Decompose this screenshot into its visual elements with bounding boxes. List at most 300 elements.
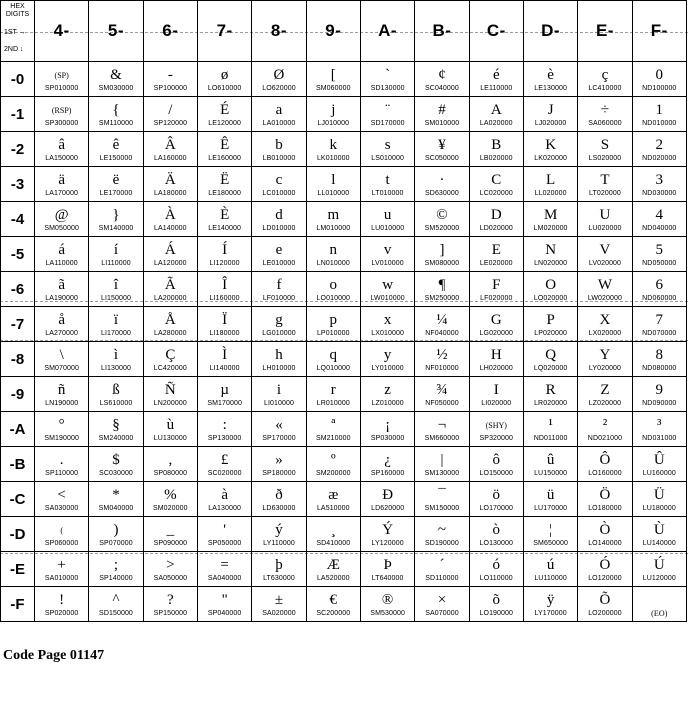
char-cell [306, 272, 360, 307]
char-code: LU160000 [642, 470, 676, 477]
column-header: 4- [35, 1, 89, 62]
char-cell [469, 552, 523, 587]
char-code: LD020000 [479, 225, 513, 232]
char-cell [360, 412, 414, 447]
table-row [1, 132, 687, 167]
char-cell [89, 202, 143, 237]
char-code: LG010000 [262, 330, 296, 337]
char-cell [197, 97, 251, 132]
char-code: SD130000 [370, 85, 405, 92]
char-code: LJ020000 [534, 120, 567, 127]
char-code: LI130000 [100, 365, 131, 372]
hex-digits-label: HEX DIGITS [5, 3, 30, 18]
char-glyph: ± [274, 592, 284, 608]
char-code: LX010000 [371, 330, 404, 337]
char-code: LZ010000 [371, 400, 404, 407]
char-cell [197, 62, 251, 97]
char-cell [197, 132, 251, 167]
char-code: SP160000 [370, 470, 405, 477]
char-cell [89, 132, 143, 167]
char-code: (EO) [651, 609, 668, 618]
row-header: -3 [1, 167, 35, 202]
char-glyph: ÿ [546, 592, 555, 608]
char-code: SM210000 [315, 435, 351, 442]
char-glyph: - [167, 67, 173, 83]
char-glyph: 0 [655, 67, 664, 83]
char-code: LT640000 [371, 575, 404, 582]
char-cell [469, 62, 523, 97]
char-cell [306, 202, 360, 237]
char-cell [89, 237, 143, 272]
char-code: LA200000 [153, 295, 187, 302]
char-glyph: P [546, 312, 555, 328]
char-cell [197, 587, 251, 622]
char-glyph: ç [601, 67, 609, 83]
char-cell [252, 202, 306, 237]
char-code: LU130000 [153, 435, 187, 442]
char-code: LH010000 [262, 365, 296, 372]
char-cell [252, 587, 306, 622]
char-cell [523, 237, 577, 272]
char-glyph: i [276, 382, 282, 398]
char-glyph: ª [331, 417, 336, 433]
char-code: SM200000 [315, 470, 351, 477]
char-cell [35, 202, 89, 237]
char-glyph: S [600, 137, 610, 153]
char-code: SP090000 [153, 540, 188, 547]
char-cell [469, 167, 523, 202]
char-glyph: 1 [655, 102, 664, 118]
char-glyph: { [112, 102, 120, 118]
char-code: SC050000 [425, 155, 459, 162]
column-header: F- [632, 1, 686, 62]
char-glyph: 4 [655, 207, 664, 223]
char-cell [360, 552, 414, 587]
char-glyph: L [546, 172, 556, 188]
char-code: LA010000 [262, 120, 296, 127]
char-glyph: ; [113, 557, 119, 573]
char-cell [35, 482, 89, 517]
char-glyph: » [275, 452, 283, 468]
char-glyph: ë [112, 172, 120, 188]
char-code: LF010000 [262, 295, 296, 302]
char-glyph: d [275, 207, 283, 223]
char-cell [306, 167, 360, 202]
char-code: SC030000 [99, 470, 133, 477]
column-header: 7- [197, 1, 251, 62]
char-cell [415, 167, 469, 202]
char-code: LO010000 [316, 295, 351, 302]
char-glyph: B [491, 137, 502, 153]
char-glyph: 5 [655, 242, 664, 258]
table-row [1, 517, 687, 552]
char-glyph: É [220, 102, 230, 118]
char-code: SD110000 [425, 575, 459, 582]
char-code: SP180000 [262, 470, 296, 477]
char-code: LG020000 [479, 330, 514, 337]
char-cell [415, 482, 469, 517]
row-header: -1 [1, 97, 35, 132]
char-glyph: ú [546, 557, 555, 573]
char-code: LM020000 [533, 225, 568, 232]
char-glyph: ¨ [385, 102, 391, 118]
char-glyph: _ [166, 522, 175, 538]
char-cell [523, 377, 577, 412]
char-glyph: Æ [326, 557, 340, 573]
char-glyph: ì [113, 347, 119, 363]
char-cell [197, 237, 251, 272]
char-code: LU020000 [588, 225, 622, 232]
char-glyph: ¡ [385, 417, 391, 433]
table-row [1, 342, 687, 377]
row-header: -2 [1, 132, 35, 167]
char-cell [360, 167, 414, 202]
char-cell [197, 552, 251, 587]
char-code: SD630000 [425, 190, 459, 197]
char-cell [252, 62, 306, 97]
char-cell [35, 447, 89, 482]
char-code: ND040000 [642, 225, 677, 232]
char-cell [143, 62, 197, 97]
char-code: LO190000 [479, 610, 514, 617]
char-code: SP130000 [207, 435, 242, 442]
char-glyph: Ú [653, 557, 665, 573]
char-cell [306, 482, 360, 517]
char-glyph: " [221, 592, 228, 608]
table-row [1, 237, 687, 272]
char-glyph: ù [166, 417, 175, 433]
char-glyph: & [110, 67, 122, 83]
char-glyph: Ö [599, 487, 611, 503]
char-glyph: J [547, 102, 554, 118]
char-cell [306, 237, 360, 272]
char-cell [197, 377, 251, 412]
table-row [1, 62, 687, 97]
char-code: SP020000 [44, 610, 79, 617]
char-code: LS010000 [371, 155, 404, 162]
char-glyph: ï [113, 312, 119, 328]
char-cell [415, 97, 469, 132]
char-code: LA020000 [479, 120, 513, 127]
char-code: LD010000 [262, 225, 296, 232]
char-code: LE120000 [208, 120, 242, 127]
char-glyph: © [436, 207, 448, 223]
char-glyph: 7 [655, 312, 664, 328]
row-header: -B [1, 447, 35, 482]
char-glyph: b [275, 137, 283, 153]
char-code: LO140000 [588, 540, 622, 547]
char-glyph: q [329, 347, 338, 363]
second-hex-label: 2ND ↓ [4, 46, 24, 53]
char-glyph: õ [492, 592, 501, 608]
char-code: SM650000 [533, 540, 568, 547]
char-code: LD620000 [371, 505, 405, 512]
char-glyph: | [440, 452, 444, 468]
char-code: SP110000 [45, 470, 79, 477]
char-glyph: I [493, 382, 499, 398]
char-cell [578, 587, 632, 622]
char-code: LY170000 [534, 610, 567, 617]
char-code: LV010000 [371, 260, 404, 267]
char-cell [35, 307, 89, 342]
char-code: LD630000 [262, 505, 296, 512]
char-code: ND090000 [642, 400, 677, 407]
char-code: LW010000 [370, 295, 405, 302]
char-code: LA130000 [208, 505, 242, 512]
char-glyph: ] [439, 242, 445, 258]
char-code: SC040000 [425, 85, 459, 92]
char-code: LA270000 [45, 330, 79, 337]
char-glyph: F [492, 277, 501, 293]
char-code: ND011000 [533, 435, 568, 442]
char-code: LH020000 [479, 365, 513, 372]
char-glyph: # [438, 102, 446, 118]
row-header: -0 [1, 62, 35, 97]
char-code: LI020000 [481, 400, 512, 407]
char-glyph: ® [381, 592, 394, 608]
char-code: LS020000 [588, 155, 622, 162]
char-cell [578, 62, 632, 97]
char-code: LR010000 [316, 400, 350, 407]
char-cell [252, 132, 306, 167]
char-glyph: í [113, 242, 119, 258]
char-cell [523, 272, 577, 307]
char-glyph: , [168, 452, 173, 468]
char-glyph: + [57, 557, 66, 573]
char-code: SP150000 [153, 610, 188, 617]
char-cell [632, 447, 686, 482]
char-cell [143, 552, 197, 587]
char-code: LE160000 [208, 155, 242, 162]
char-cell [360, 447, 414, 482]
char-cell [143, 97, 197, 132]
char-code: SM520000 [424, 225, 460, 232]
char-glyph: Û [653, 452, 665, 468]
char-code: LF020000 [480, 295, 513, 302]
column-header: 8- [252, 1, 306, 62]
char-code: ND021000 [587, 435, 623, 442]
char-code: SM190000 [44, 435, 79, 442]
char-code: SA020000 [262, 610, 296, 617]
char-glyph: r [330, 382, 336, 398]
char-cell [143, 447, 197, 482]
char-cell [306, 412, 360, 447]
char-glyph: Ç [165, 347, 176, 363]
char-code: LO130000 [479, 540, 514, 547]
char-cell [35, 97, 89, 132]
char-code: LY020000 [588, 365, 622, 372]
char-cell [89, 167, 143, 202]
char-cell [469, 342, 523, 377]
char-cell [306, 447, 360, 482]
column-header: D- [523, 1, 577, 62]
char-glyph: N [545, 242, 557, 258]
char-code: LU010000 [371, 225, 405, 232]
char-cell [360, 342, 414, 377]
char-code: LE010000 [262, 260, 296, 267]
char-glyph: È [220, 207, 230, 223]
char-cell [89, 62, 143, 97]
char-cell [35, 132, 89, 167]
char-code: LQ010000 [316, 365, 351, 372]
char-glyph: O [545, 277, 557, 293]
char-glyph: ` [385, 67, 391, 83]
char-glyph: ¦ [549, 522, 553, 538]
char-code: LA160000 [153, 155, 187, 162]
char-code: SM020000 [152, 505, 188, 512]
char-cell [143, 377, 197, 412]
char-code: LA110000 [45, 260, 78, 267]
char-glyph: Î [222, 277, 228, 293]
char-code: LA520000 [316, 575, 350, 582]
char-code: SD410000 [316, 540, 351, 547]
char-code: LN200000 [153, 400, 187, 407]
char-cell [143, 167, 197, 202]
char-code: SC200000 [316, 610, 351, 617]
char-cell [252, 412, 306, 447]
char-glyph: Õ [599, 592, 611, 608]
char-glyph: s [384, 137, 391, 153]
char-code: SM060000 [315, 85, 351, 92]
char-glyph: ¥ [438, 137, 446, 153]
char-glyph: X [599, 312, 611, 328]
char-glyph: t [385, 172, 390, 188]
char-cell [578, 517, 632, 552]
char-code: LU110000 [534, 575, 567, 582]
row-header: -C [1, 482, 35, 517]
char-glyph: ê [112, 137, 120, 153]
char-glyph: ? [166, 592, 174, 608]
char-glyph: ô [492, 452, 501, 468]
char-code: LT020000 [589, 190, 621, 197]
char-cell [523, 447, 577, 482]
char-cell [360, 587, 414, 622]
char-glyph: w [382, 277, 394, 293]
char-glyph: H [490, 347, 502, 363]
char-glyph: ¬ [437, 417, 447, 433]
header-row [1, 1, 687, 62]
char-code: LA120000 [153, 260, 187, 267]
char-glyph: = [220, 557, 229, 573]
char-glyph: Ó [599, 557, 611, 573]
char-glyph: 3 [655, 172, 664, 188]
char-code: SM150000 [424, 505, 460, 512]
char-glyph: } [112, 207, 120, 223]
char-cell [89, 587, 143, 622]
table-row [1, 97, 687, 132]
char-glyph: . [59, 452, 64, 468]
char-glyph: Ê [220, 137, 230, 153]
char-glyph: W [597, 277, 613, 293]
char-code: SM070000 [44, 365, 79, 372]
char-cell [578, 377, 632, 412]
char-code: SA070000 [425, 610, 459, 617]
char-cell [469, 412, 523, 447]
char-code: LE180000 [208, 190, 242, 197]
char-cell [469, 377, 523, 412]
char-code: LE140000 [208, 225, 242, 232]
char-code: LT630000 [263, 575, 295, 582]
row-header: -E [1, 552, 35, 587]
char-cell [578, 447, 632, 482]
char-cell [578, 132, 632, 167]
char-glyph: à [221, 487, 228, 503]
char-cell [523, 587, 577, 622]
char-glyph: ' [223, 522, 226, 538]
char-cell [415, 377, 469, 412]
char-cell [89, 552, 143, 587]
char-glyph: 9 [655, 382, 664, 398]
char-code: ND030000 [642, 190, 677, 197]
char-code: LO170000 [479, 505, 514, 512]
char-glyph: ã [58, 277, 65, 293]
column-header: B- [415, 1, 469, 62]
char-cell [415, 62, 469, 97]
char-cell [306, 132, 360, 167]
char-cell [197, 272, 251, 307]
char-code: LC020000 [479, 190, 513, 197]
first-hex-label: 1ST → [4, 29, 26, 36]
char-cell [632, 237, 686, 272]
char-code: LY110000 [263, 540, 295, 547]
char-code: LX020000 [588, 330, 622, 337]
char-cell [143, 132, 197, 167]
char-glyph: u [383, 207, 392, 223]
char-code: LA280000 [153, 330, 187, 337]
char-code: LQ020000 [533, 365, 568, 372]
char-cell [360, 97, 414, 132]
column-header: C- [469, 1, 523, 62]
char-cell [252, 307, 306, 342]
char-cell [252, 482, 306, 517]
row-header: -D [1, 517, 35, 552]
char-code: LI180000 [209, 330, 240, 337]
char-cell [632, 132, 686, 167]
char-glyph: ¸ [330, 522, 336, 538]
char-glyph: Ñ [164, 382, 176, 398]
char-cell [306, 552, 360, 587]
char-code: LO110000 [479, 575, 513, 582]
char-code: LM010000 [316, 225, 351, 232]
table-row [1, 307, 687, 342]
column-header: E- [578, 1, 632, 62]
char-code: LI140000 [209, 365, 240, 372]
char-code: SP170000 [262, 435, 296, 442]
char-glyph: a [275, 102, 283, 118]
char-code: LP020000 [534, 330, 567, 337]
char-cell [632, 377, 686, 412]
char-code: LN190000 [45, 400, 79, 407]
char-glyph: A [490, 102, 502, 118]
char-glyph: ¹ [548, 417, 553, 433]
char-code: LI160000 [209, 295, 240, 302]
char-cell [197, 447, 251, 482]
char-glyph: k [329, 137, 338, 153]
char-code: LI170000 [100, 330, 131, 337]
char-code: SP060000 [44, 540, 79, 547]
char-glyph: Q [545, 347, 557, 363]
char-glyph: Í [222, 242, 228, 258]
char-glyph: ^ [112, 592, 120, 608]
char-cell [632, 482, 686, 517]
char-code: LO610000 [207, 85, 242, 92]
char-cell [35, 412, 89, 447]
char-cell [35, 377, 89, 412]
char-cell [523, 342, 577, 377]
char-glyph: 8 [655, 347, 664, 363]
row-header: -9 [1, 377, 35, 412]
char-cell [415, 202, 469, 237]
